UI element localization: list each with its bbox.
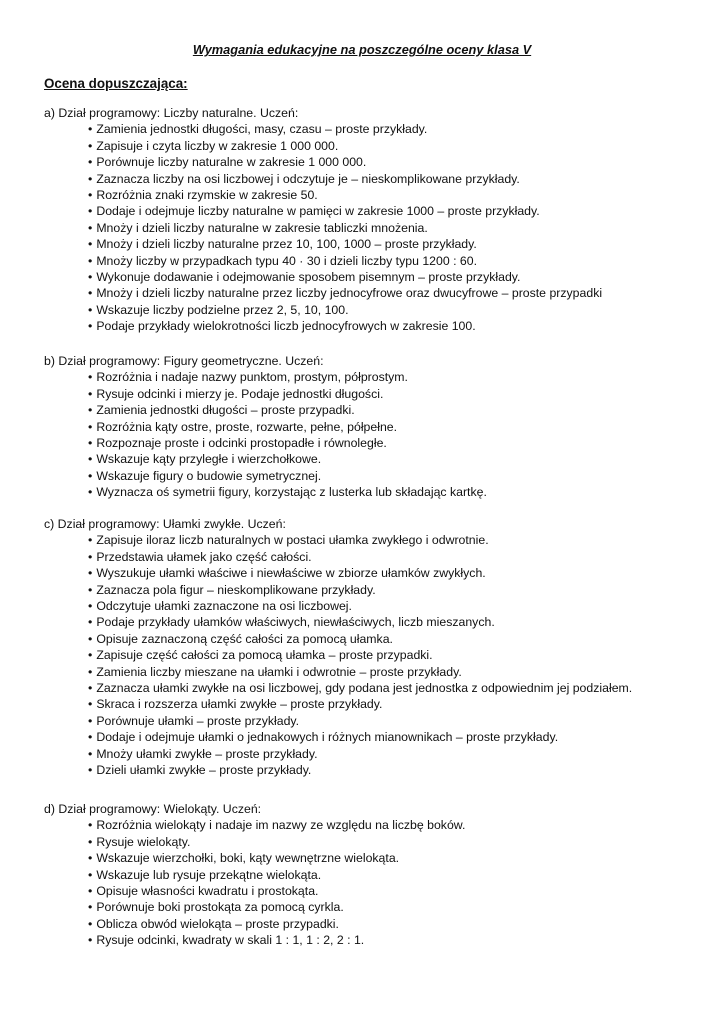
bullet-icon: • bbox=[88, 648, 93, 663]
list-item bbox=[88, 762, 714, 778]
list-item bbox=[88, 932, 714, 948]
list-item bbox=[88, 532, 714, 548]
bullet-icon: • bbox=[88, 138, 93, 153]
bullet-icon: • bbox=[88, 468, 93, 483]
requirements-list bbox=[44, 369, 714, 500]
list-item-text: Porównuje liczby naturalne w zakresie 1 000 000. bbox=[96, 155, 367, 170]
section-heading: c) Dział programowy: Ułamki zwykłe. Uczeń: bbox=[44, 517, 286, 531]
list-item-text: Dodaje i odejmuje liczby naturalne w pamięci w zakresie 1000 – proste przykłady. bbox=[96, 204, 540, 219]
list-item bbox=[88, 402, 714, 418]
bullet-icon: • bbox=[88, 746, 93, 761]
document-title: Wymagania edukacyjne na poszczególne oceny klasa V bbox=[192, 42, 532, 57]
grade-heading: Ocena dopuszczająca: bbox=[44, 76, 188, 91]
list-item bbox=[88, 713, 714, 729]
requirements-list bbox=[44, 121, 714, 334]
requirements-list bbox=[44, 817, 714, 948]
list-item-text: Mnoży ułamki zwykłe – proste przykłady. bbox=[96, 746, 318, 761]
bullet-icon: • bbox=[88, 403, 93, 418]
list-item bbox=[88, 598, 714, 614]
list-item bbox=[88, 834, 714, 850]
bullet-icon: • bbox=[88, 884, 93, 899]
list-item-text: Zamienia jednostki długości – proste przypadki. bbox=[96, 403, 355, 418]
list-item bbox=[88, 203, 714, 219]
list-item-text: Rysuje odcinki, kwadraty w skali 1 : 1, 1 : 2, 2 : 1. bbox=[96, 933, 365, 948]
list-item bbox=[88, 916, 714, 932]
list-item bbox=[88, 850, 714, 866]
list-item bbox=[88, 631, 714, 647]
list-item-text: Przedstawia ułamek jako część całości. bbox=[96, 549, 312, 564]
list-item-text: Opisuje własności kwadratu i prostokąta. bbox=[96, 884, 319, 899]
list-item bbox=[88, 386, 714, 402]
list-item bbox=[88, 269, 714, 285]
list-item-text: Wskazuje wierzchołki, boki, kąty wewnętrzne wielokąta. bbox=[96, 851, 400, 866]
list-item bbox=[88, 302, 714, 318]
list-item-text: Wskazuje figury o budowie symetrycznej. bbox=[96, 468, 322, 483]
bullet-icon: • bbox=[88, 549, 93, 564]
list-item bbox=[88, 867, 714, 883]
bullet-icon: • bbox=[88, 452, 93, 467]
bullet-icon: • bbox=[88, 631, 93, 646]
list-item-text: Wskazuje liczby podzielne przez 2, 5, 10, 100. bbox=[96, 302, 349, 317]
list-item bbox=[88, 680, 714, 696]
bullet-icon: • bbox=[88, 270, 93, 285]
list-item-text: Rysuje wielokąty. bbox=[96, 834, 191, 849]
list-item bbox=[88, 236, 714, 252]
list-item-text: Mnoży i dzieli liczby naturalne w zakresie tabliczki mnożenia. bbox=[96, 220, 428, 235]
bullet-icon: • bbox=[88, 286, 93, 301]
requirements-list bbox=[44, 532, 714, 778]
bullet-icon: • bbox=[88, 253, 93, 268]
list-item-text: Mnoży liczby w przypadkach typu 40 · 30 i dzieli liczby typu 1200 : 60. bbox=[96, 253, 478, 268]
list-item-text: Zapisuje i czyta liczby w zakresie 1 000 000. bbox=[96, 138, 339, 153]
list-item-text: Rysuje odcinki i mierzy je. Podaje jednostki długości. bbox=[96, 386, 384, 401]
list-item bbox=[88, 899, 714, 915]
bullet-icon: • bbox=[88, 319, 93, 334]
list-item bbox=[88, 121, 714, 137]
section-b bbox=[44, 353, 714, 501]
bullet-icon: • bbox=[88, 188, 93, 203]
list-item bbox=[88, 154, 714, 170]
list-item bbox=[88, 883, 714, 899]
list-item-text: Porównuje boki prostokąta za pomocą cyrkla. bbox=[96, 900, 344, 915]
list-item bbox=[88, 451, 714, 467]
list-item-text: Mnoży i dzieli liczby naturalne przez liczby jednocyfrowe oraz dwucyfrowe – proste przypadki bbox=[96, 286, 603, 301]
list-item bbox=[88, 582, 714, 598]
bullet-icon: • bbox=[88, 697, 93, 712]
list-item-text: Zamienia liczby mieszane na ułamki i odwrotnie – proste przykłady. bbox=[96, 664, 462, 679]
list-item-text: Wskazuje lub rysuje przekątne wielokąta. bbox=[96, 867, 322, 882]
list-item bbox=[88, 664, 714, 680]
list-item-text: Zaznacza liczby na osi liczbowej i odczytuje je – nieskomplikowane przykłady. bbox=[96, 171, 520, 186]
bullet-icon: • bbox=[88, 155, 93, 170]
bullet-icon: • bbox=[88, 386, 93, 401]
list-item bbox=[88, 369, 714, 385]
list-item bbox=[88, 647, 714, 663]
section-heading: a) Dział programowy: Liczby naturalne. Uczeń: bbox=[44, 106, 299, 120]
section-c bbox=[44, 516, 714, 779]
bullet-icon: • bbox=[88, 237, 93, 252]
list-item-text: Porównuje ułamki – proste przykłady. bbox=[96, 713, 300, 728]
bullet-icon: • bbox=[88, 419, 93, 434]
list-item bbox=[88, 484, 714, 500]
list-item bbox=[88, 253, 714, 269]
bullet-icon: • bbox=[88, 566, 93, 581]
bullet-icon: • bbox=[88, 122, 93, 137]
bullet-icon: • bbox=[88, 834, 93, 849]
list-item-text: Zapisuje część całości za pomocą ułamka – proste przypadki. bbox=[96, 648, 433, 663]
bullet-icon: • bbox=[88, 851, 93, 866]
section-heading: d) Dział programowy: Wielokąty. Uczeń: bbox=[44, 802, 262, 816]
bullet-icon: • bbox=[88, 615, 93, 630]
bullet-icon: • bbox=[88, 204, 93, 219]
list-item-text: Podaje przykłady wielokrotności liczb jednocyfrowych w zakresie 100. bbox=[96, 319, 476, 334]
list-item-text: Zamienia jednostki długości, masy, czasu – proste przykłady. bbox=[96, 122, 428, 137]
list-item bbox=[88, 565, 714, 581]
list-item bbox=[88, 817, 714, 833]
list-item-text: Podaje przykłady ułamków właściwych, niewłaściwych, liczb mieszanych. bbox=[96, 615, 495, 630]
list-item-text: Wykonuje dodawanie i odejmowanie sposobem pisemnym – proste przykłady. bbox=[96, 270, 521, 285]
list-item-text: Rozpoznaje proste i odcinki prostopadłe i równoległe. bbox=[96, 436, 387, 451]
bullet-icon: • bbox=[88, 664, 93, 679]
list-item-text: Wyszukuje ułamki właściwe i niewłaściwe w zbiorze ułamków zwykłych. bbox=[96, 566, 486, 581]
bullet-icon: • bbox=[88, 818, 93, 833]
list-item bbox=[88, 187, 714, 203]
list-item-text: Opisuje zaznaczoną część całości za pomocą ułamka. bbox=[96, 631, 393, 646]
list-item-text: Dzieli ułamki zwykłe – proste przykłady. bbox=[96, 763, 312, 778]
list-item bbox=[88, 746, 714, 762]
bullet-icon: • bbox=[88, 730, 93, 745]
bullet-icon: • bbox=[88, 916, 93, 931]
list-item bbox=[88, 614, 714, 630]
list-item-text: Oblicza obwód wielokąta – proste przypadki. bbox=[96, 916, 339, 931]
bullet-icon: • bbox=[88, 302, 93, 317]
bullet-icon: • bbox=[88, 220, 93, 235]
bullet-icon: • bbox=[88, 867, 93, 882]
bullet-icon: • bbox=[88, 713, 93, 728]
list-item-text: Dodaje i odejmuje ułamki o jednakowych i różnych mianownikach – proste przykłady. bbox=[96, 730, 559, 745]
bullet-icon: • bbox=[88, 681, 93, 696]
list-item-text: Zaznacza pola figur – nieskomplikowane przykłady. bbox=[96, 582, 376, 597]
list-item-text: Wskazuje kąty przyległe i wierzchołkowe. bbox=[96, 452, 322, 467]
list-item-text: Rozróżnia znaki rzymskie w zakresie 50. bbox=[96, 188, 318, 203]
list-item bbox=[88, 419, 714, 435]
list-item-text: Mnoży i dzieli liczby naturalne przez 10, 100, 1000 – proste przykłady. bbox=[96, 237, 477, 252]
bullet-icon: • bbox=[88, 171, 93, 186]
list-item bbox=[88, 318, 714, 334]
bullet-icon: • bbox=[88, 436, 93, 451]
bullet-icon: • bbox=[88, 763, 93, 778]
list-item-text: Zaznacza ułamki zwykłe na osi liczbowej, gdy podana jest jednostka z odpowiednim jej podziałem. bbox=[96, 681, 633, 696]
list-item-text: Rozróżnia kąty ostre, proste, rozwarte, pełne, półpełne. bbox=[96, 419, 398, 434]
section-heading: b) Dział programowy: Figury geometryczne. Uczeń: bbox=[44, 354, 324, 368]
bullet-icon: • bbox=[88, 900, 93, 915]
section-d bbox=[44, 801, 714, 949]
bullet-icon: • bbox=[88, 533, 93, 548]
list-item-text: Rozróżnia wielokąty i nadaje im nazwy ze względu na liczbę boków. bbox=[96, 818, 466, 833]
list-item bbox=[88, 468, 714, 484]
list-item-text: Odczytuje ułamki zaznaczone na osi liczbowej. bbox=[96, 599, 352, 614]
bullet-icon: • bbox=[88, 370, 93, 385]
section-a bbox=[44, 105, 714, 335]
list-item bbox=[88, 435, 714, 451]
list-item bbox=[88, 171, 714, 187]
bullet-icon: • bbox=[88, 599, 93, 614]
list-item-text: Wyznacza oś symetrii figury, korzystając z lusterka lub składając kartkę. bbox=[96, 485, 487, 500]
bullet-icon: • bbox=[88, 485, 93, 500]
list-item bbox=[88, 729, 714, 745]
list-item bbox=[88, 696, 714, 712]
list-item-text: Zapisuje iloraz liczb naturalnych w postaci ułamka zwykłego i odwrotnie. bbox=[96, 533, 489, 548]
list-item-text: Skraca i rozszerza ułamki zwykłe – proste przykłady. bbox=[96, 697, 383, 712]
list-item-text: Rozróżnia i nadaje nazwy punktom, prostym, półprostym. bbox=[96, 370, 408, 385]
list-item bbox=[88, 549, 714, 565]
bullet-icon: • bbox=[88, 582, 93, 597]
list-item bbox=[88, 138, 714, 154]
list-item bbox=[88, 220, 714, 236]
list-item bbox=[88, 285, 714, 301]
bullet-icon: • bbox=[88, 933, 93, 948]
